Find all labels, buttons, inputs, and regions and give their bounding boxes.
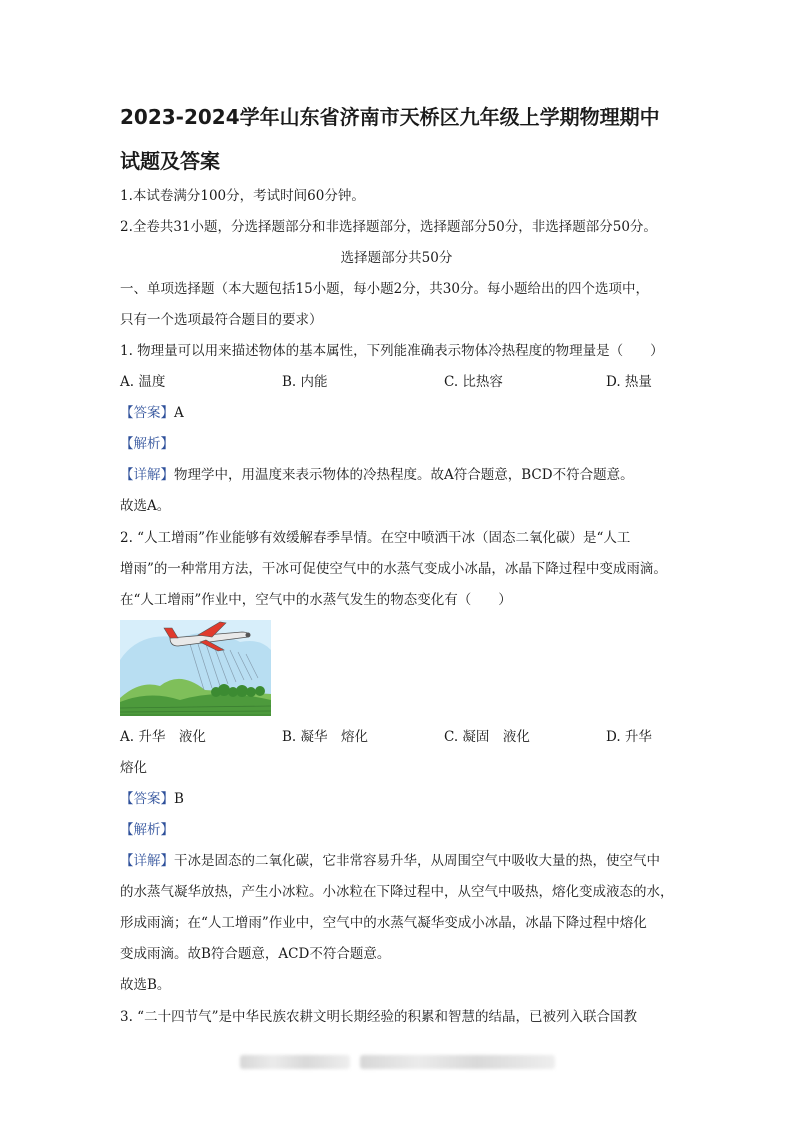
answer-tag: 【答案】 <box>120 791 174 807</box>
q1-option-c: C. 比热容 <box>444 374 503 390</box>
q2-option-d: D. 升华 <box>606 729 652 745</box>
q1-analysis <box>120 436 174 452</box>
blurred-footer-watermark <box>360 1055 555 1069</box>
detail-tag: 【详解】 <box>120 853 174 869</box>
detail-text: 物理学中，用温度来表示物体的冷热程度。故A符合题意，BCD不符合题意。 <box>174 467 634 483</box>
q2-analysis <box>120 822 174 838</box>
q2-detail-line-1 <box>120 853 660 869</box>
q1-conclusion: 故选A。 <box>120 498 171 514</box>
q1-option-d: D. 热量 <box>606 374 652 390</box>
analysis-tag: 【解析】 <box>120 436 174 452</box>
part-heading-line-2: 只有一个选项最符合题目的要求） <box>120 312 323 328</box>
q2-stem-line-1: 2. “人工增雨”作业能够有效缓解春季旱情。在空中喷洒干冰（固态二氧化碳）是“人工 <box>120 530 631 546</box>
q2-detail-line-4: 变成雨滴。故B符合题意，ACD不符合题意。 <box>120 946 391 962</box>
q1-stem: 1. 物理量可以用来描述物体的基本属性，下列能准确表示物体冷热程度的物理量是（ ） <box>120 343 664 359</box>
q1-option-b: B. 内能 <box>282 374 328 390</box>
q3-stem-start: 3. “二十四节气”是中华民族农耕文明长期经验的积累和智慧的结晶，已被列入联合国教 <box>120 1009 637 1025</box>
q1-answer <box>120 405 184 421</box>
section-heading: 选择题部分共50分 <box>340 250 453 266</box>
answer-value: B <box>174 791 184 807</box>
q2-option-d-wrap: 熔化 <box>120 760 147 776</box>
q2-detail-line-3: 形成雨滴；在“人工增雨”作业中，空气中的水蒸气凝华变成小冰晶，冰晶下降过程中熔化 <box>120 915 647 931</box>
blurred-footer-watermark <box>240 1055 350 1069</box>
q2-conclusion: 故选B。 <box>120 977 171 993</box>
detail-text: 干冰是固态的二氧化碳，它非常容易升华，从周围空气中吸收大量的热，使空气中 <box>174 853 660 869</box>
instruction-2: 2.全卷共31小题，分选择题部分和非选择题部分，选择题部分50分，非选择题部分50分。 <box>120 219 657 235</box>
q2-detail-line-2: 的水蒸气凝华放热，产生小冰粒。小冰粒在下降过程中，从空气中吸热，熔化变成液态的水， <box>120 884 674 900</box>
q1-option-a: A. 温度 <box>120 374 166 390</box>
q2-option-a: A. 升华 液化 <box>120 729 206 745</box>
q2-answer <box>120 791 184 807</box>
q1-detail <box>120 467 634 483</box>
answer-tag: 【答案】 <box>120 405 174 421</box>
document-title-line-1: 2023-2024学年山东省济南市天桥区九年级上学期物理期中 <box>120 105 660 129</box>
detail-tag: 【详解】 <box>120 467 174 483</box>
q2-option-b: B. 凝华 熔化 <box>282 729 369 745</box>
q2-option-c: C. 凝固 液化 <box>444 729 530 745</box>
instruction-1: 1.本试卷满分100分，考试时间60分钟。 <box>120 188 365 204</box>
document-title-line-2: 试题及答案 <box>120 149 220 173</box>
q2-stem-line-2: 增雨”的一种常用方法，干冰可促使空气中的水蒸气变成小冰晶，冰晶下降过程中变成雨滴。 <box>120 561 667 577</box>
part-heading-line-1: 一、单项选择题（本大题包括15小题，每小题2分，共30分。每小题给出的四个选项中， <box>120 281 649 297</box>
cloud-seeding-airplane-illustration <box>120 620 271 716</box>
analysis-tag: 【解析】 <box>120 822 174 838</box>
q2-stem-line-3: 在“人工增雨”作业中，空气中的水蒸气发生的物态变化有（ ） <box>120 592 512 608</box>
answer-value: A <box>174 405 184 421</box>
